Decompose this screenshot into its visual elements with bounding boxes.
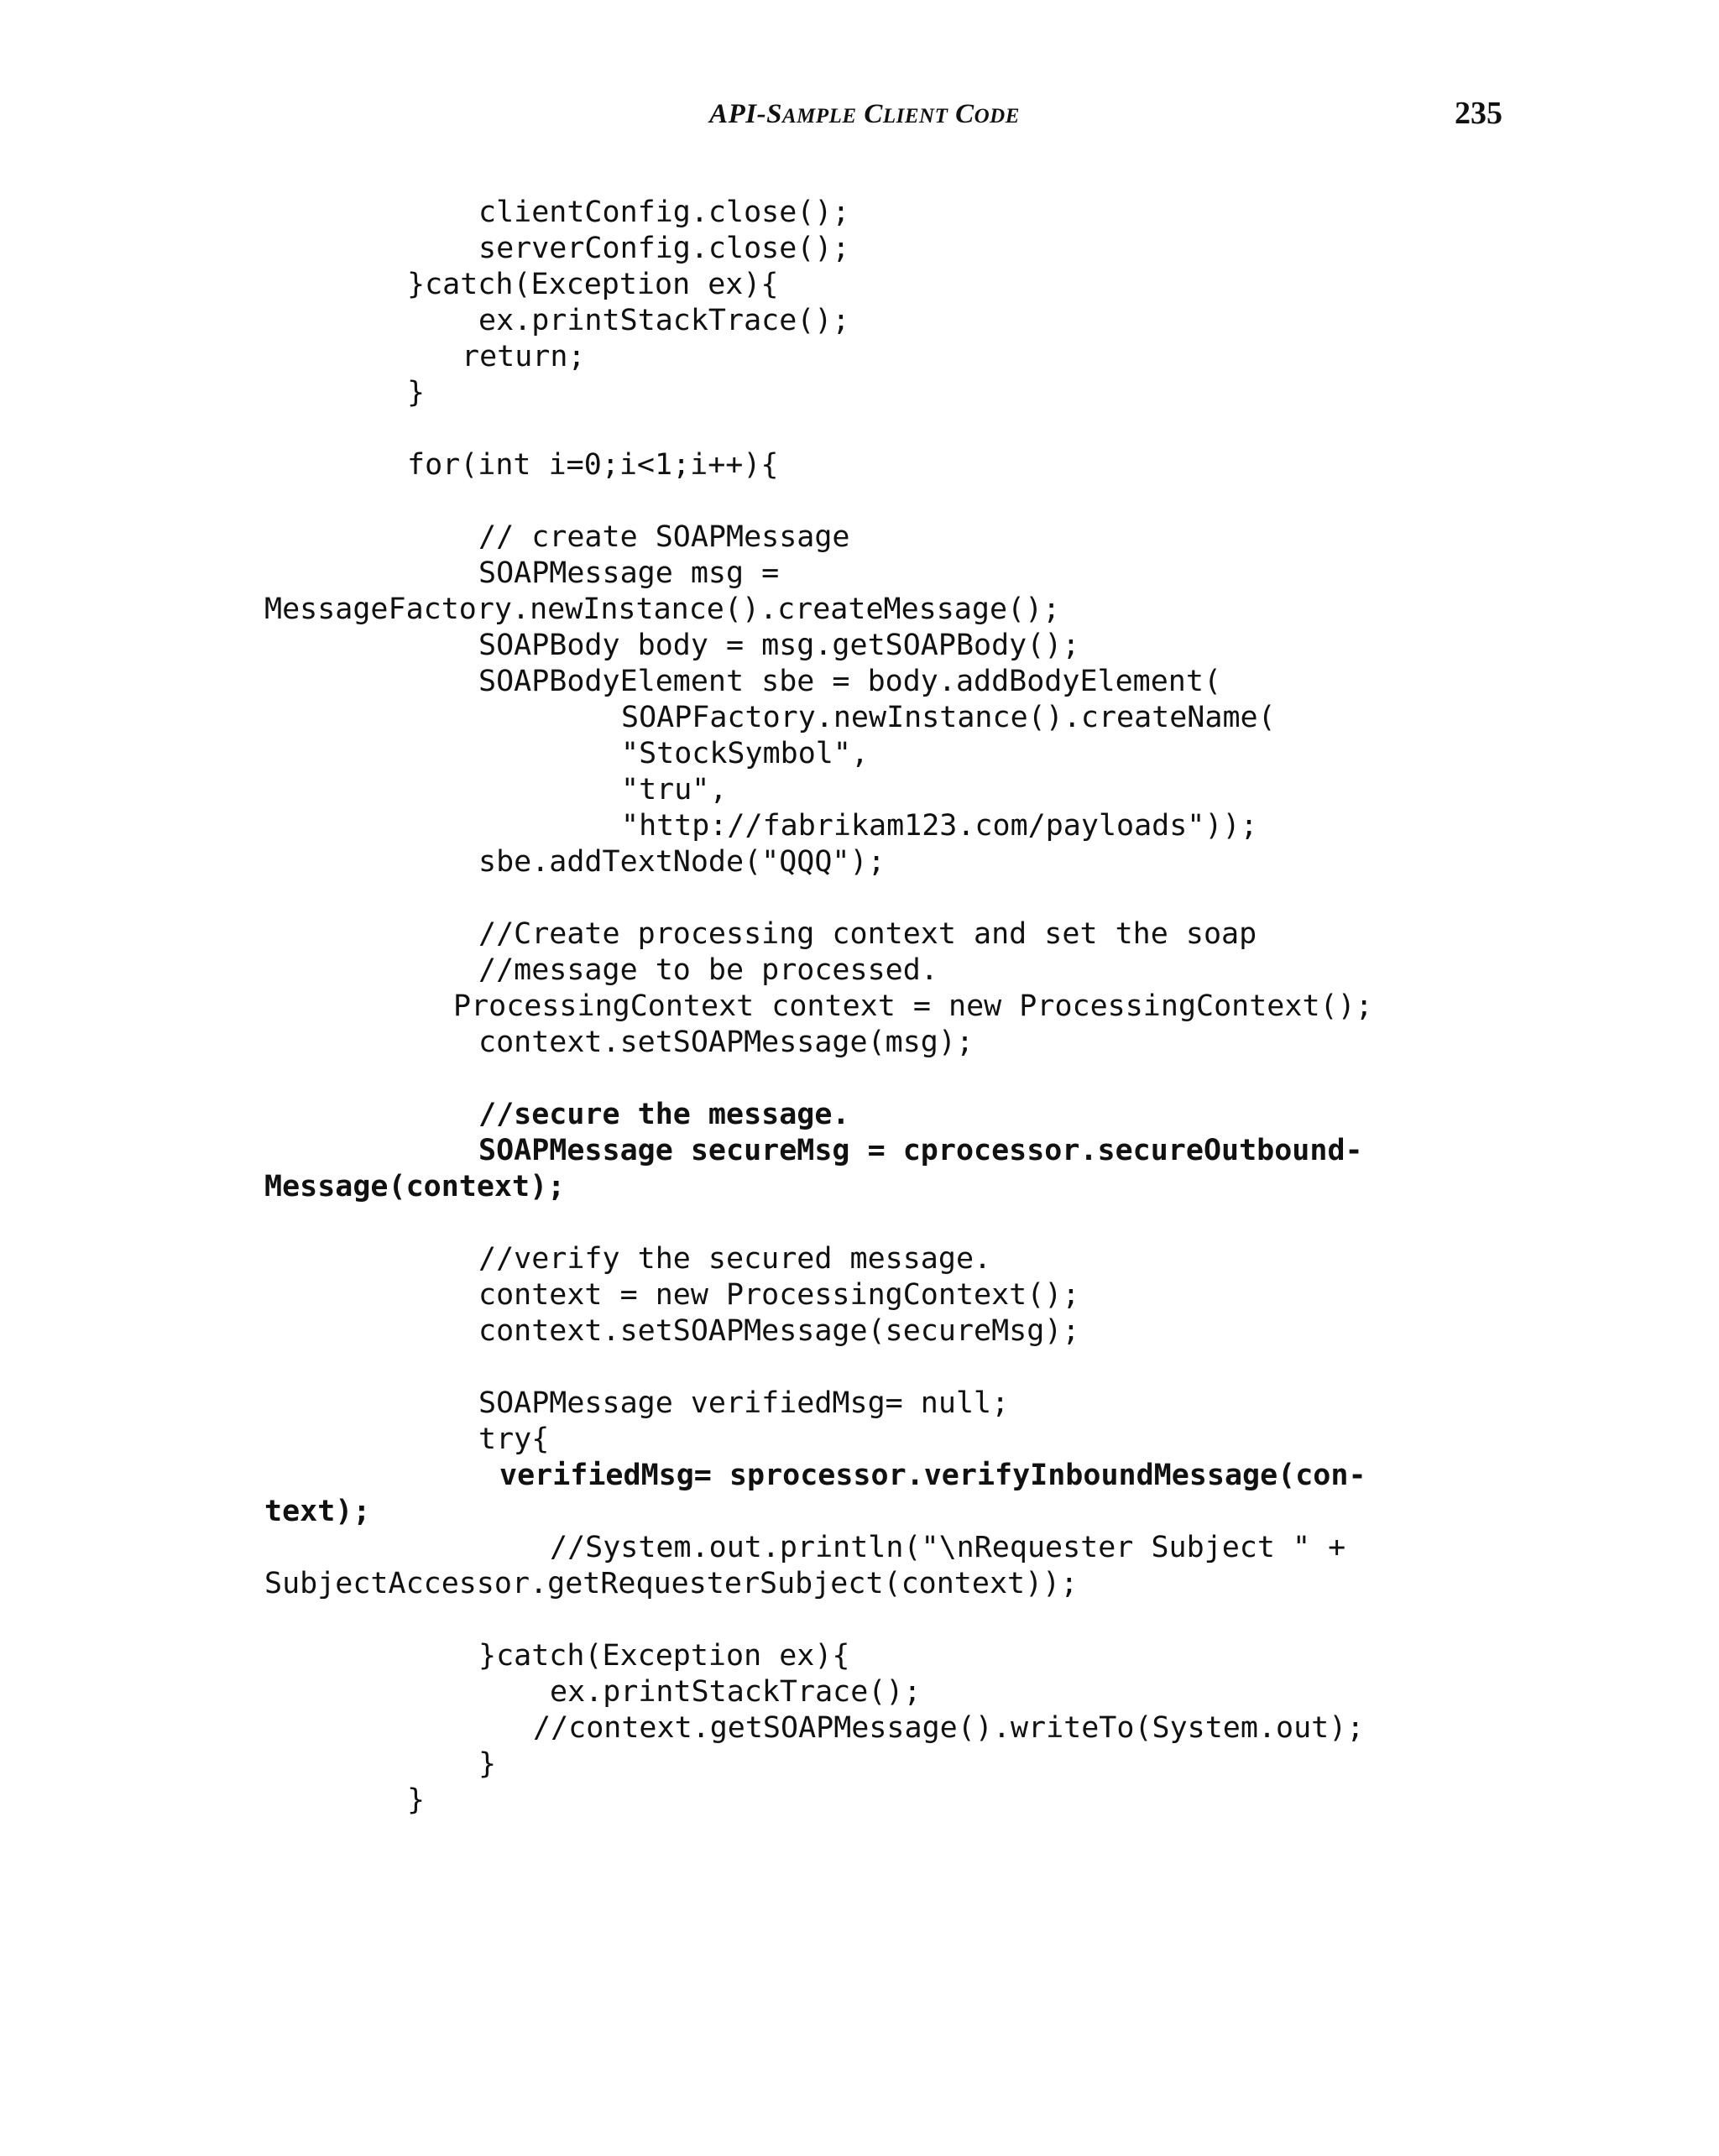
code-blank-line: [0, 880, 1719, 916]
code-line: }catch(Exception ex){: [407, 268, 779, 301]
code-line: //System.out.println("\nRequester Subject " +: [550, 1531, 1346, 1564]
page-number: 235: [1455, 96, 1502, 131]
code-blank-line: [0, 411, 1719, 447]
code-line: }: [478, 1747, 497, 1781]
code-line: serverConfig.close();: [478, 232, 850, 265]
code-line: context.setSOAPMessage(secureMsg);: [478, 1314, 1080, 1348]
code-line: }: [407, 1783, 426, 1817]
code-line: SOAPFactory.newInstance().createName(: [621, 701, 1276, 734]
code-line: SOAPMessage verifiedMsg= null;: [478, 1386, 1010, 1420]
code-line: text);: [264, 1495, 371, 1528]
code-blank-line: [0, 1602, 1719, 1638]
code-line: verifiedMsg= sprocessor.verifyInboundMessage(con-: [499, 1459, 1366, 1492]
code-line: SOAPMessage secureMsg = cprocessor.secureOutbound-: [478, 1134, 1363, 1167]
running-head: [688, 99, 1041, 130]
running-head-cap: C: [864, 99, 883, 129]
code-blank-line: [0, 1349, 1719, 1386]
code-line: ProcessingContext context = new ProcessingContext();: [453, 989, 1373, 1023]
code-line: return;: [462, 340, 586, 373]
code-line: ex.printStackTrace();: [478, 304, 850, 337]
code-blank-line: [0, 1061, 1719, 1097]
code-blank-line: [0, 1205, 1719, 1241]
running-head-smallcaps: ODE: [974, 105, 1020, 128]
code-line: "StockSymbol",: [621, 737, 870, 770]
code-line: "http://fabrikam123.com/payloads"));: [621, 809, 1258, 843]
code-line: //message to be processed.: [478, 953, 938, 987]
code-line: //context.getSOAPMessage().writeTo(System.out);: [533, 1711, 1365, 1745]
code-line: for(int i=0;i<1;i++){: [407, 448, 779, 482]
code-line: }: [407, 376, 426, 410]
running-head-smallcaps: AMPLE: [781, 105, 857, 128]
code-line: // create SOAPMessage: [478, 520, 850, 554]
code-line: SOAPBody body = msg.getSOAPBody();: [478, 629, 1080, 662]
code-line: //verify the secured message.: [478, 1242, 992, 1276]
running-head-smallcaps: LIENT: [882, 105, 948, 128]
code-line: context = new ProcessingContext();: [478, 1278, 1080, 1312]
code-line: SubjectAccessor.getRequesterSubject(context));: [264, 1567, 1079, 1600]
code-line: }catch(Exception ex){: [478, 1639, 850, 1673]
code-line: SOAPBodyElement sbe = body.addBodyElement(: [478, 665, 1222, 698]
code-line: Message(context);: [264, 1170, 566, 1203]
code-line: SOAPMessage msg =: [478, 556, 780, 590]
code-line: "tru",: [621, 773, 728, 807]
code-line: ex.printStackTrace();: [550, 1675, 922, 1709]
code-line: //secure the message.: [478, 1098, 850, 1131]
code-listing: [0, 195, 1719, 1819]
running-head-prefix: API-: [709, 99, 767, 129]
code-line: clientConfig.close();: [478, 196, 850, 229]
code-blank-line: [0, 483, 1719, 519]
running-head-cap: S: [766, 99, 782, 129]
code-line: MessageFactory.newInstance().createMessage();: [264, 593, 1061, 626]
running-head-cap: C: [955, 99, 974, 129]
code-line: //Create processing context and set the soap: [478, 917, 1257, 951]
code-line: context.setSOAPMessage(msg);: [478, 1026, 974, 1059]
code-line: try{: [478, 1423, 550, 1456]
code-line: sbe.addTextNode("QQQ");: [478, 845, 886, 879]
